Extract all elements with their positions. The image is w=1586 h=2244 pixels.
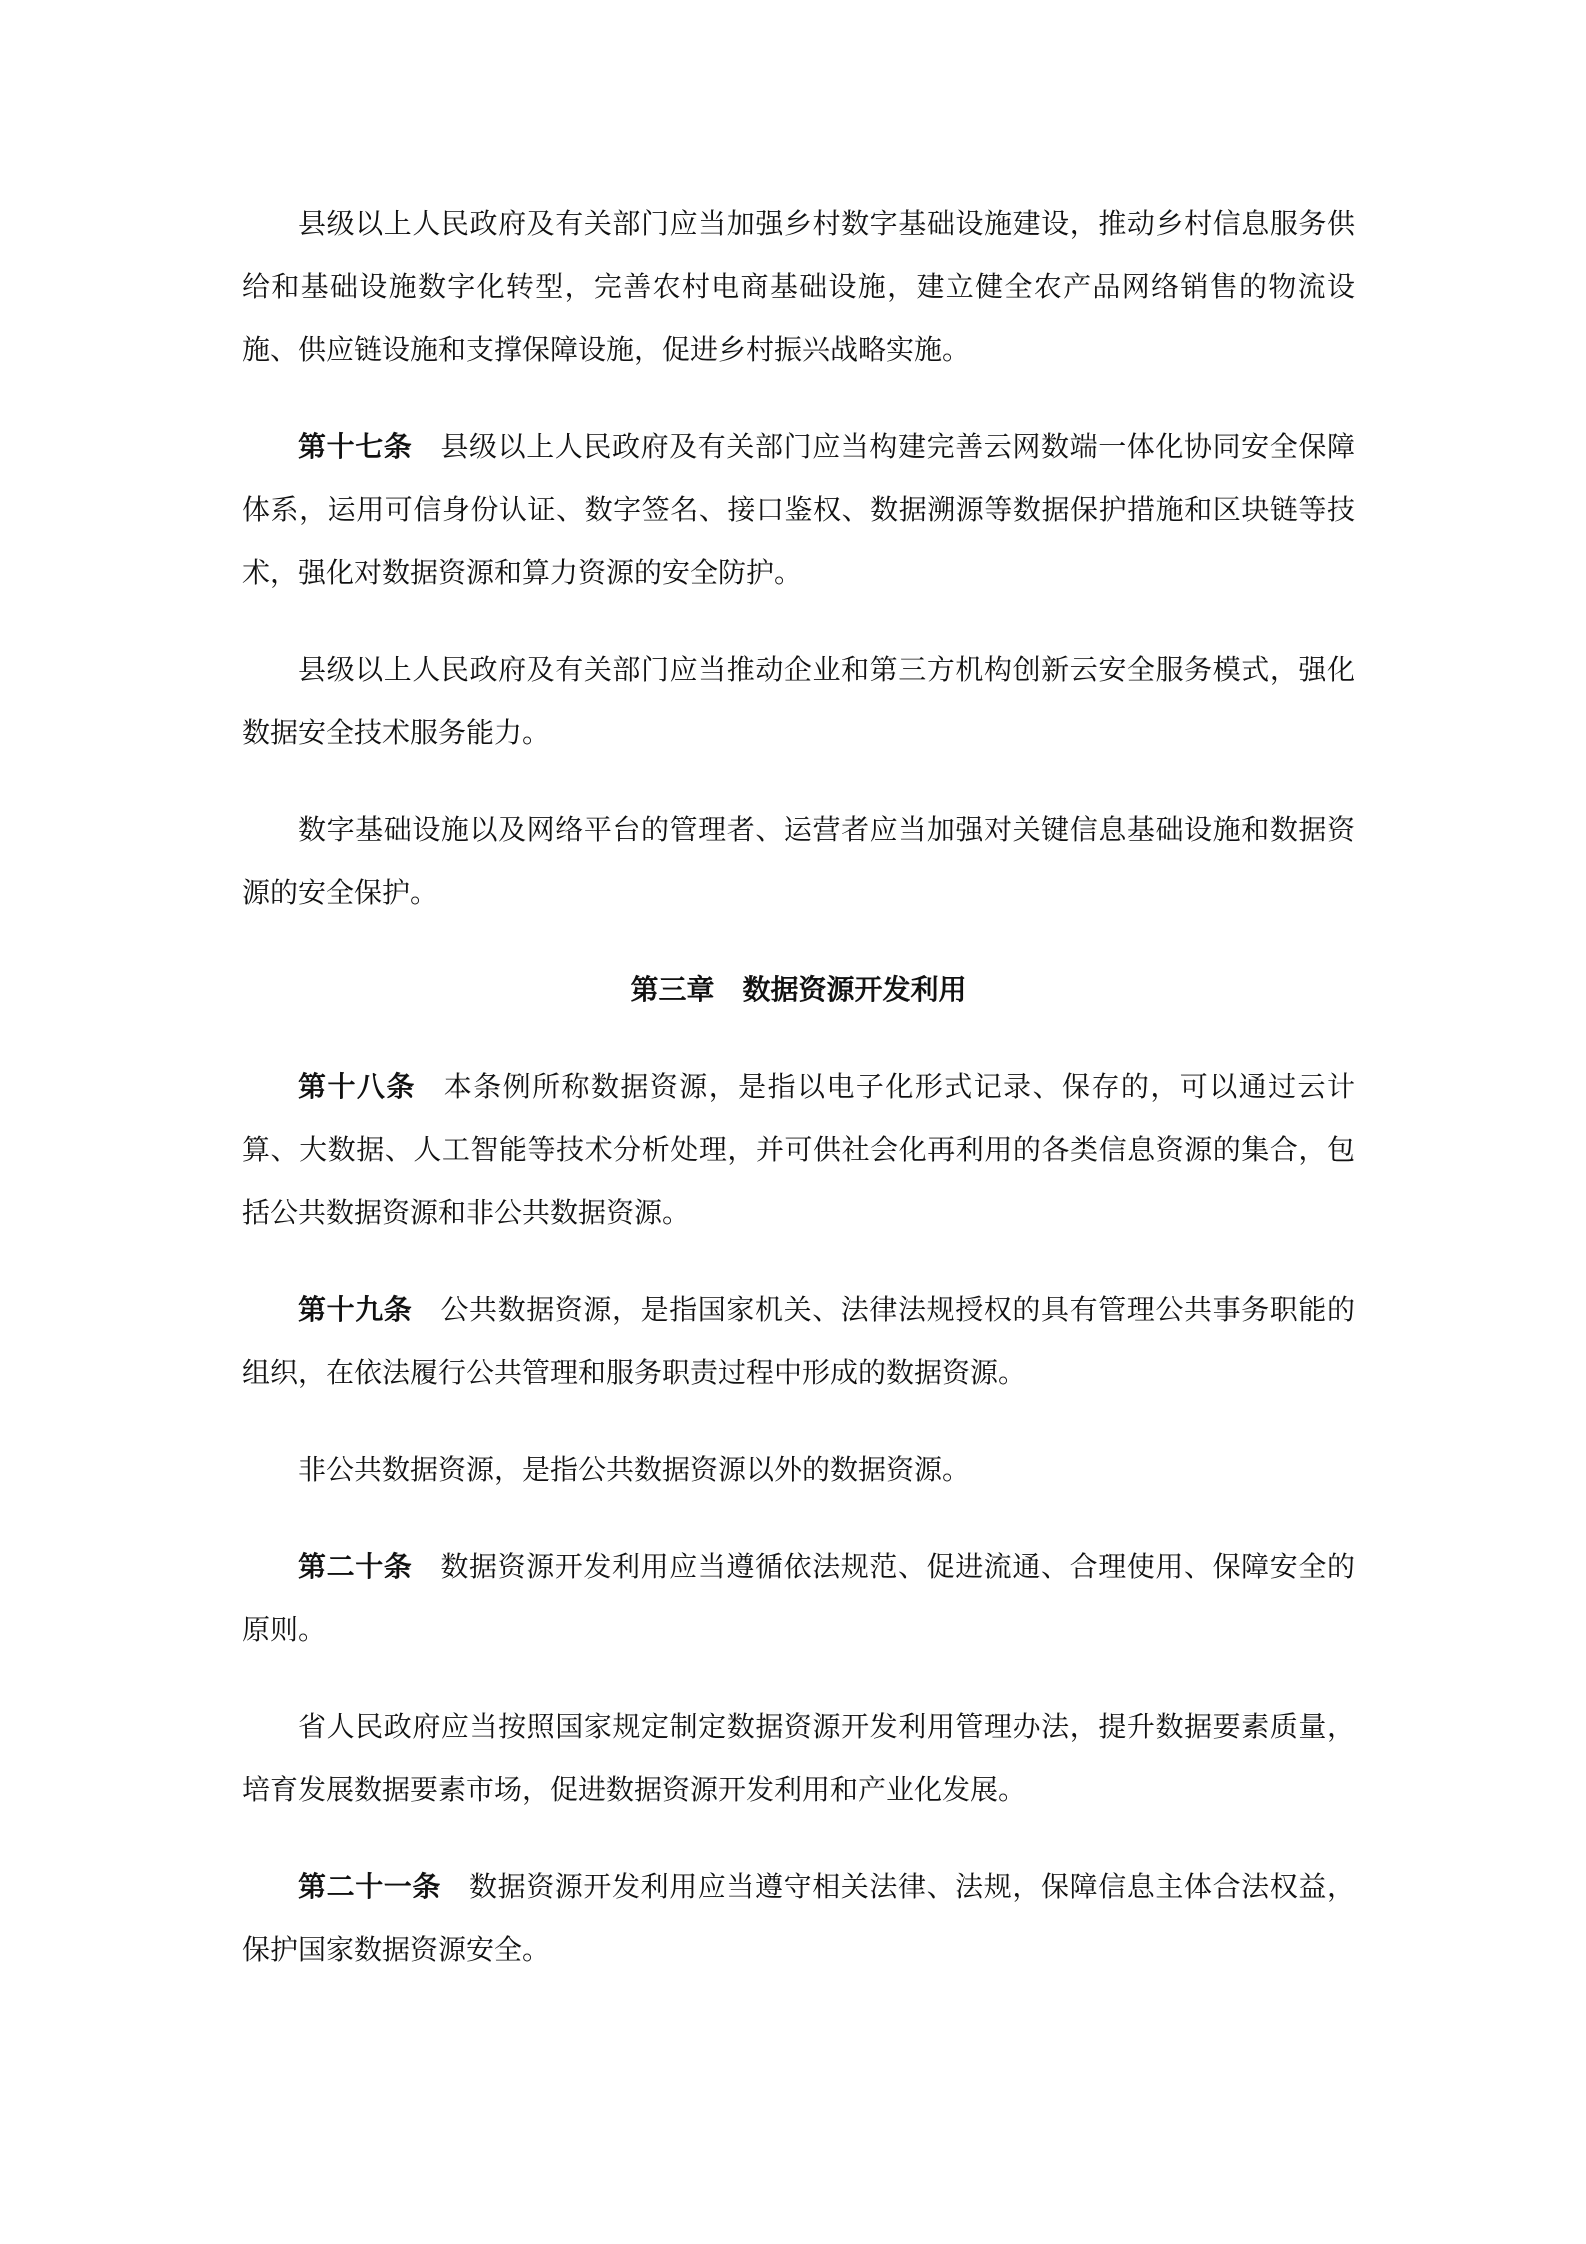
paragraph-text: 县级以上人民政府及有关部门应当推动企业和第三方机构创新云安全服务模式，强化数据安全技术服务能力。 — [242, 653, 1355, 749]
paragraph-text: 省人民政府应当按照国家规定制定数据资源开发利用管理办法，提升数据要素质量，培育发展数据要素市场，促进数据资源开发利用和产业化发展。 — [242, 1710, 1355, 1806]
article-18 — [242, 1055, 1355, 1244]
paragraph-text: 数据资源开发利用应当遵循依法规范、促进流通、合理使用、保障安全的原则。 — [242, 1550, 1355, 1646]
paragraph-text: 非公共数据资源，是指公共数据资源以外的数据资源。 — [298, 1453, 971, 1486]
article-number: 第二十一条 — [298, 1870, 441, 1903]
paragraph-text: 数字基础设施以及网络平台的管理者、运营者应当加强对关键信息基础设施和数据资源的安全保护。 — [242, 813, 1355, 909]
article-17 — [242, 415, 1355, 604]
article-number: 第十八条 — [298, 1070, 416, 1103]
paragraph — [242, 638, 1355, 764]
paragraph-text: 数据资源开发利用应当遵守相关法律、法规，保障信息主体合法权益，保护国家数据资源安全。 — [242, 1870, 1355, 1966]
article-number: 第十九条 — [298, 1293, 413, 1326]
article-number: 第十七条 — [298, 430, 413, 463]
paragraph-text: 本条例所称数据资源，是指以电子化形式记录、保存的，可以通过云计算、大数据、人工智能等技术分析处理，并可供社会化再利用的各类信息资源的集合，包括公共数据资源和非公共数据资源。 — [242, 1070, 1355, 1229]
paragraph — [242, 192, 1355, 381]
paragraph-text: 县级以上人民政府及有关部门应当构建完善云网数端一体化协同安全保障体系，运用可信身份认证、数字签名、接口鉴权、数据溯源等数据保护措施和区块链等技术，强化对数据资源和算力资源的安全防护。 — [242, 430, 1355, 589]
chapter-number: 第三章 — [630, 973, 715, 1006]
paragraph-text: 县级以上人民政府及有关部门应当加强乡村数字基础设施建设，推动乡村信息服务供给和基础设施数字化转型，完善农村电商基础设施，建立健全农产品网络销售的物流设施、供应链设施和支撑保障设施，促进乡村振兴战略实施。 — [242, 207, 1355, 366]
article-20 — [242, 1535, 1355, 1661]
paragraph — [242, 798, 1355, 924]
chapter-heading — [242, 958, 1355, 1021]
document-page — [242, 192, 1355, 2015]
article-number: 第二十条 — [298, 1550, 413, 1583]
paragraph — [242, 1695, 1355, 1821]
paragraph-text: 公共数据资源，是指国家机关、法律法规授权的具有管理公共事务职能的组织，在依法履行公共管理和服务职责过程中形成的数据资源。 — [242, 1293, 1355, 1389]
article-19 — [242, 1278, 1355, 1404]
paragraph — [242, 1438, 1355, 1501]
article-21 — [242, 1855, 1355, 1981]
chapter-title: 数据资源开发利用 — [742, 973, 967, 1006]
